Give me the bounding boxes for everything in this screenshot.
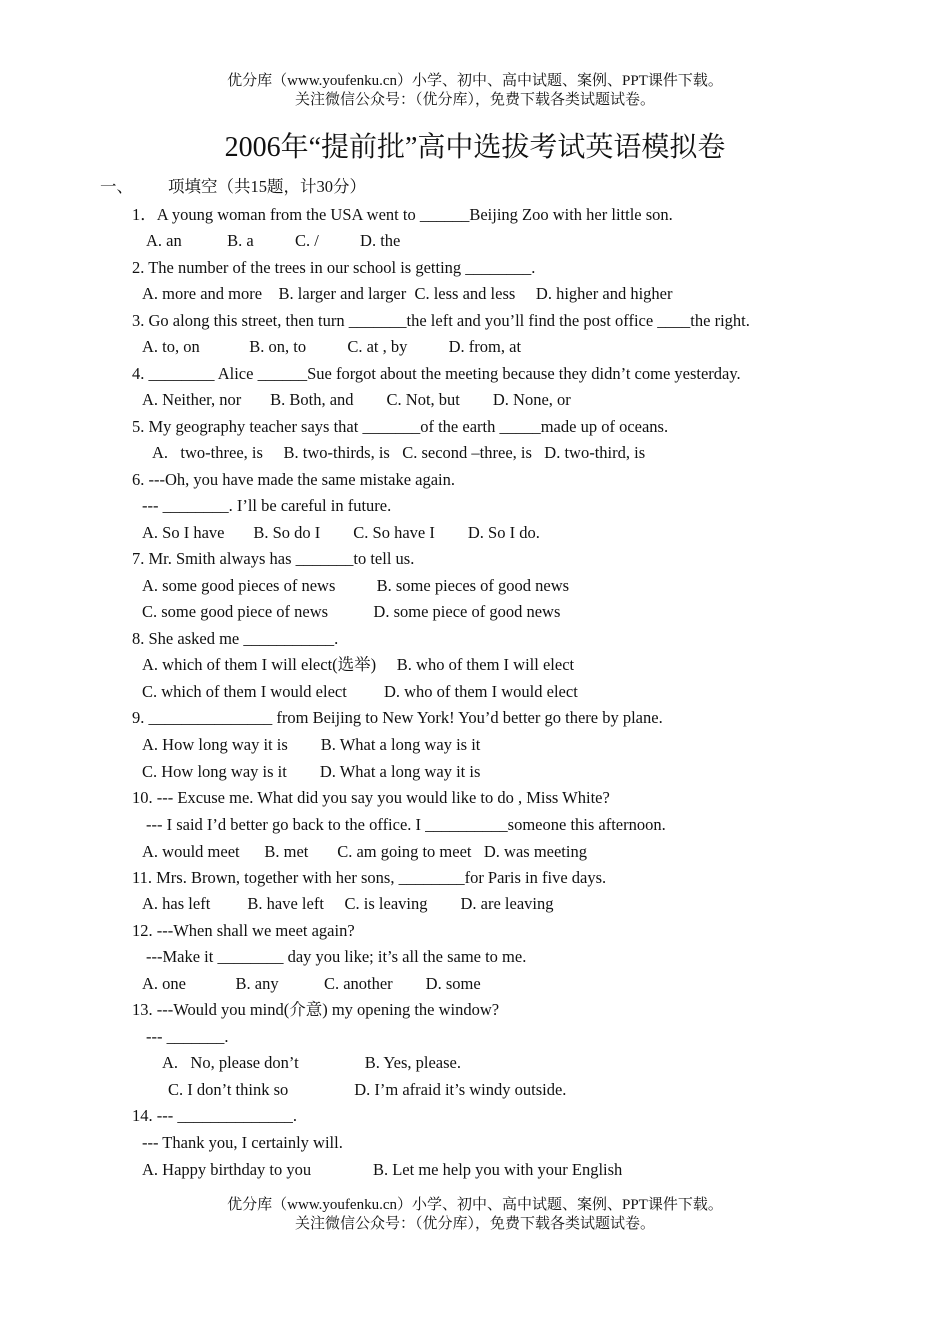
question-line: 5. My geography teacher says that _______of the earth _____made up of oceans. bbox=[132, 417, 669, 436]
section-number: 一、 bbox=[100, 177, 133, 196]
question-line: 14. --- ______________. bbox=[132, 1106, 297, 1125]
option-line: A. an B. a C. / D. the bbox=[146, 231, 401, 250]
header-line-1: 优分库（www.youfenku.cn）小学、初中、高中试题、案例、PPT课件下载。 bbox=[227, 73, 723, 89]
page-title: 2006年“提前批”高中选拔考试英语模拟卷 bbox=[224, 132, 726, 163]
section-label: 项填空（共15题，计30分） bbox=[168, 177, 366, 196]
answer-line: --- I said I’d better go back to the office. I __________someone this afternoon. bbox=[146, 815, 666, 834]
option-line: A. No, please don’t B. Yes, please. bbox=[162, 1053, 461, 1072]
question-line: 9. _______________ from Beijing to New York! You’d better go there by plane. bbox=[132, 708, 663, 727]
option-line: C. I don’t think so D. I’m afraid it’s windy outside. bbox=[168, 1080, 567, 1099]
option-line: A. has left B. have left C. is leaving D. are leaving bbox=[142, 894, 554, 913]
answer-line: --- ________. I’ll be careful in future. bbox=[142, 496, 392, 515]
option-line: A. some good pieces of news B. some pieces of good news bbox=[142, 576, 570, 595]
footer-line-1: 优分库（www.youfenku.cn）小学、初中、高中试题、案例、PPT课件下载。 bbox=[227, 1197, 723, 1213]
option-line: A. Happy birthday to you B. Let me help you with your English bbox=[142, 1160, 623, 1179]
option-line: A. So I have B. So do I C. So have I D. So I do. bbox=[142, 523, 540, 542]
option-line: A. How long way it is B. What a long way is it bbox=[142, 735, 481, 754]
question-line: 12. ---When shall we meet again? bbox=[132, 921, 355, 940]
option-line: C. How long way is it D. What a long way it is bbox=[142, 762, 481, 781]
question-line: 3. Go along this street, then turn _______the left and you’ll find the post office ____the right. bbox=[132, 311, 750, 330]
answer-line: ---Make it ________ day you like; it’s all the same to me. bbox=[146, 947, 527, 966]
answer-line: --- _______. bbox=[146, 1027, 229, 1046]
question-line: 11. Mrs. Brown, together with her sons, ________for Paris in five days. bbox=[132, 868, 607, 887]
header-line-2: 关注微信公众号：（优分库），免费下载各类试题试卷。 bbox=[294, 92, 655, 108]
question-line: 13. ---Would you mind(介意) my opening the window? bbox=[132, 1000, 500, 1019]
question-line: 2. The number of the trees in our school is getting ________. bbox=[132, 258, 536, 277]
option-line: A. more and more B. larger and larger C. less and less D. higher and higher bbox=[142, 284, 673, 303]
option-line: A. to, on B. on, to C. at , by D. from, at bbox=[142, 337, 522, 356]
option-line: A. which of them I will elect(选举) B. who of them I will elect bbox=[142, 655, 575, 674]
question-line: 1．A young woman from the USA went to ______Beijing Zoo with her little son. bbox=[132, 205, 673, 224]
option-line: C. some good piece of news D. some piece of good news bbox=[142, 602, 561, 621]
question-line: 4. ________ Alice ______Sue forgot about the meeting because they didn’t come yesterday. bbox=[132, 364, 741, 383]
question-line: 8. She asked me ___________. bbox=[132, 629, 339, 648]
footer-line-2: 关注微信公众号：（优分库），免费下载各类试题试卷。 bbox=[294, 1216, 655, 1232]
question-line: 6. ---Oh, you have made the same mistake again. bbox=[132, 470, 456, 489]
option-line: A. two-three, is B. two-thirds, is C. second –three, is D. two-third, is bbox=[152, 443, 646, 462]
option-line: A. one B. any C. another D. some bbox=[142, 974, 481, 993]
question-line: 7. Mr. Smith always has _______to tell us. bbox=[132, 549, 415, 568]
option-line: C. which of them I would elect D. who of them I would elect bbox=[142, 682, 578, 701]
question-line: 10. --- Excuse me. What did you say you would like to do , Miss White? bbox=[132, 788, 610, 807]
option-line: A. Neither, nor B. Both, and C. Not, but D. None, or bbox=[142, 390, 571, 409]
option-line: A. would meet B. met C. am going to meet D. was meeting bbox=[142, 842, 587, 861]
answer-line: --- Thank you, I certainly will. bbox=[142, 1133, 343, 1152]
